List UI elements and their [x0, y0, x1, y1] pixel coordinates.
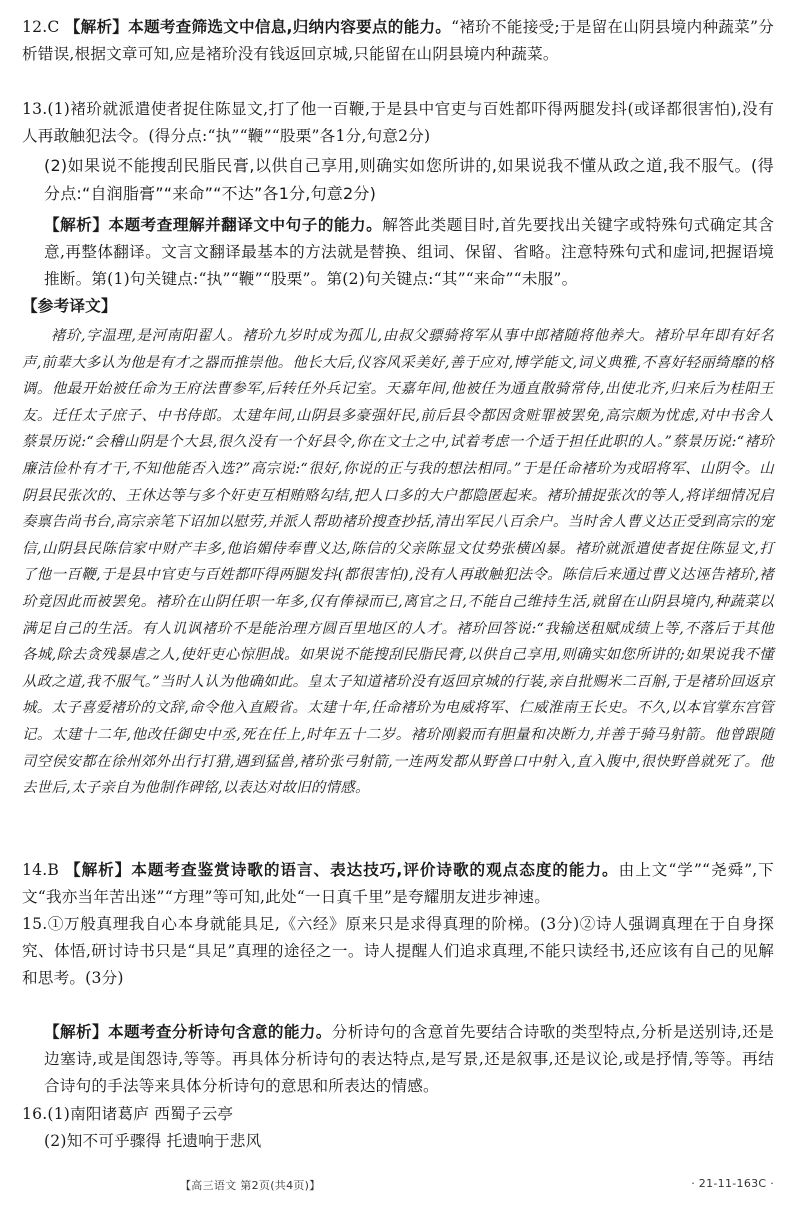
q14-number: 14.	[22, 861, 48, 879]
q12-paragraph	[22, 14, 774, 68]
q12-tag: 【解析】	[64, 18, 129, 36]
q13-tag: 【解析】	[44, 216, 109, 234]
q14-paragraph: 14.B 【解析】本题考查鉴赏诗歌的语言、表达技巧,评价诗歌的观点态度的能力。由上文“学”“尧舜”,下文“我亦当年苦出迷”“方理”等可知,此处“一日真千里”是夸耀朋友进步神速。	[22, 861, 774, 906]
q16-line2: (2)知不可乎骤得 托遗响于悲风	[44, 1132, 262, 1150]
q13-bold-lead: 本题考查理解并翻译文中句子的能力。	[108, 216, 383, 234]
reference-translation: 褚玠,字温理,是河南阳翟人。褚玠九岁时成为孤儿,由叔父骠骑将军从事中郎褚随将他养大。褚玠早年即有好名声,前辈大多认为他是有才之器而推崇他。他长大后,仪容风采美好,善于应对,博学能文,词义典雅,不喜好轻丽绮靡的格调。他最开始被任命为王府法曹参军,后转任外兵记室。天嘉年间,他被任为通直散骑常侍,出使北齐,归来后为桂阳王友。迁任太子庶子、中书侍郎。太建年间,山阴县多豪强奸民,前后县令都因贪赃罪被罢免,高宗颇为忧虑,对中书舍人蔡景历说:“会稽山阴是个大县,很久没有一个好县令,你在文士之中,试着考虑一个适于担任此职的人。”蔡景历说:“褚玠廉洁俭朴有才干,不知他能否入选?”高宗说:“很好,你说的正与我的想法相同。”于是任命褚玠为戎昭将军、山阴令。山阴县民张次的、王休达等与多个奸吏互相贿赂勾结,把人口多的大户都隐匿起来。褚玠捕捉张次的等人,将详细情况启奏禀告尚书台,高宗亲笔下诏加以慰劳,并派人帮助褚玠搜查抄括,清出军民八百余户。当时舍人曹义达正受到高宗的宠信,山阴县民陈信家中财产丰多,他谄媚侍奉曹义达,陈信的父亲陈显文仗势张横凶暴。褚玠就派遣使者捉住陈显文,打了他一百鞭,于是县中官吏与百姓都吓得两腿发抖(都很害怕),没有人再敢触犯法令。陈信后来通过曹义达诬告褚玠,褚玠竟因此而被罢免。褚玠在山阴任职一年多,仅有俸禄而已,离官之日,不能自己维持生活,就留在山阴县境内,种蔬菜以满足自己的生活。有人讥讽褚玠不是能治理方圆百里地区的人才。褚玠回答说:“我输送租赋成绩上等,不落后于其他各城,除去贪残暴虐之人,使奸吏心惊胆战。如果说不能搜刮民脂民膏,以供自己享用,则确实如您所讲的;如果说我不懂从政之道,我不服气。”当时人认为他确如此。皇太子知道褚玠没有返回京城的行装,亲自批赐米二百斛,于是褚玠回返京城。太子喜爱褚玠的文辞,命令他入直殿省。太建十年,任命褚玠为电威将军、仁威淮南王长史。不久,以本官掌东宫管记。太建十二年,他改任御史中丞,死在任上,时年五十二岁。褚玠刚毅而有胆量和决断力,并善于骑马射箭。他曾跟随司空侯安都在徐州郊外出行打猎,遇到猛兽,褚玠张弓射箭,一连两发都从野兽口中射入,直入腹中,很快野兽就死了。他去世后,太子亲自为他制作碑铭,以表达对故旧的情感。	[22, 328, 774, 797]
q15-bold-lead: 本题考查分析诗句含意的能力。	[107, 1023, 332, 1041]
q12-bold-lead: 本题考查筛选文中信息,归纳内容要点的能力。	[128, 18, 452, 36]
q14-answer: B	[47, 861, 60, 879]
q15-tag: 【解析】	[44, 1023, 108, 1041]
q15-number: 15.	[22, 915, 48, 933]
q14-tag: 【解析】	[65, 861, 132, 879]
q13-part2: (2)如果说不能搜刮民脂民膏,以供自己享用,则确实如您所讲的,如果说我不懂从政之道,我不服气。(得分点:“自润脂膏”“来命”“不达”各1分,句意2分)	[44, 156, 774, 203]
q16-line1: 16.(1)南阳诸葛庐 西蜀子云亭	[22, 1105, 234, 1123]
q13-part1: 13.(1)褚玠就派遣使者捉住陈显文,打了他一百鞭,于是县中官吏与百姓都吓得两腿发抖(或译都很害怕),没有人再敢触犯法令。(得分点:“执”“鞭”“股栗”各1分,句意2分)	[22, 100, 774, 145]
q13-analysis: 【解析】本题考查理解并翻译文中句子的能力。解答此类题目时,首先要找出关键字或特殊句式确定其含意,再整体翻译。文言文翻译最基本的方法就是替换、组词、保留、省略。注意特殊句式和虚词,把握语境推断。第(1)句关键点:“执”“鞭”“股栗”。第(2)句关键点:“其”“来命”“未服”。	[44, 216, 774, 288]
footer-left: 【高三语文 第2页(共4页)】	[180, 1179, 321, 1192]
q12-text: “褚玠不能接受;于是留在山阴县境内种蔬菜”分析错误,根据文章可知,应是褚玠没有钱返回京城,只能留在山阴县境内种蔬菜。	[22, 18, 774, 63]
q14-bold-lead: 本题考查鉴赏诗歌的语言、表达技巧,评价诗歌的观点态度的能力。	[131, 861, 619, 879]
q15-analysis: 【解析】本题考查分析诗句含意的能力。分析诗句的含意首先要结合诗歌的类型特点,分析是送别诗,还是边塞诗,或是闺怨诗,等等。再具体分析诗句的表达特点,是写景,还是叙事,还是议论,或是抒情,等等。再结合诗句的手法等来具体分析诗句的意思和所表达的情感。	[44, 1023, 774, 1095]
footer-right: · 21-11-163C ·	[691, 1177, 774, 1190]
q13-number: 13.	[22, 100, 48, 118]
q12-answer: C	[47, 18, 60, 36]
q16-number: 16.	[22, 1105, 48, 1123]
page-footer	[180, 1177, 774, 1193]
reference-heading: 【参考译文】	[22, 297, 117, 315]
q12-number: 12.	[22, 18, 48, 36]
q15-answer: 15.①万般真理我自心本身就能具足,《六经》原来只是求得真理的阶梯。(3分)②诗人强调真理在于自身探究、体悟,研讨诗书只是“具足”真理的途径之一。诗人提醒人们追求真理,不能只读经书,还应该有自己的见解和思考。(3分)	[22, 915, 774, 987]
